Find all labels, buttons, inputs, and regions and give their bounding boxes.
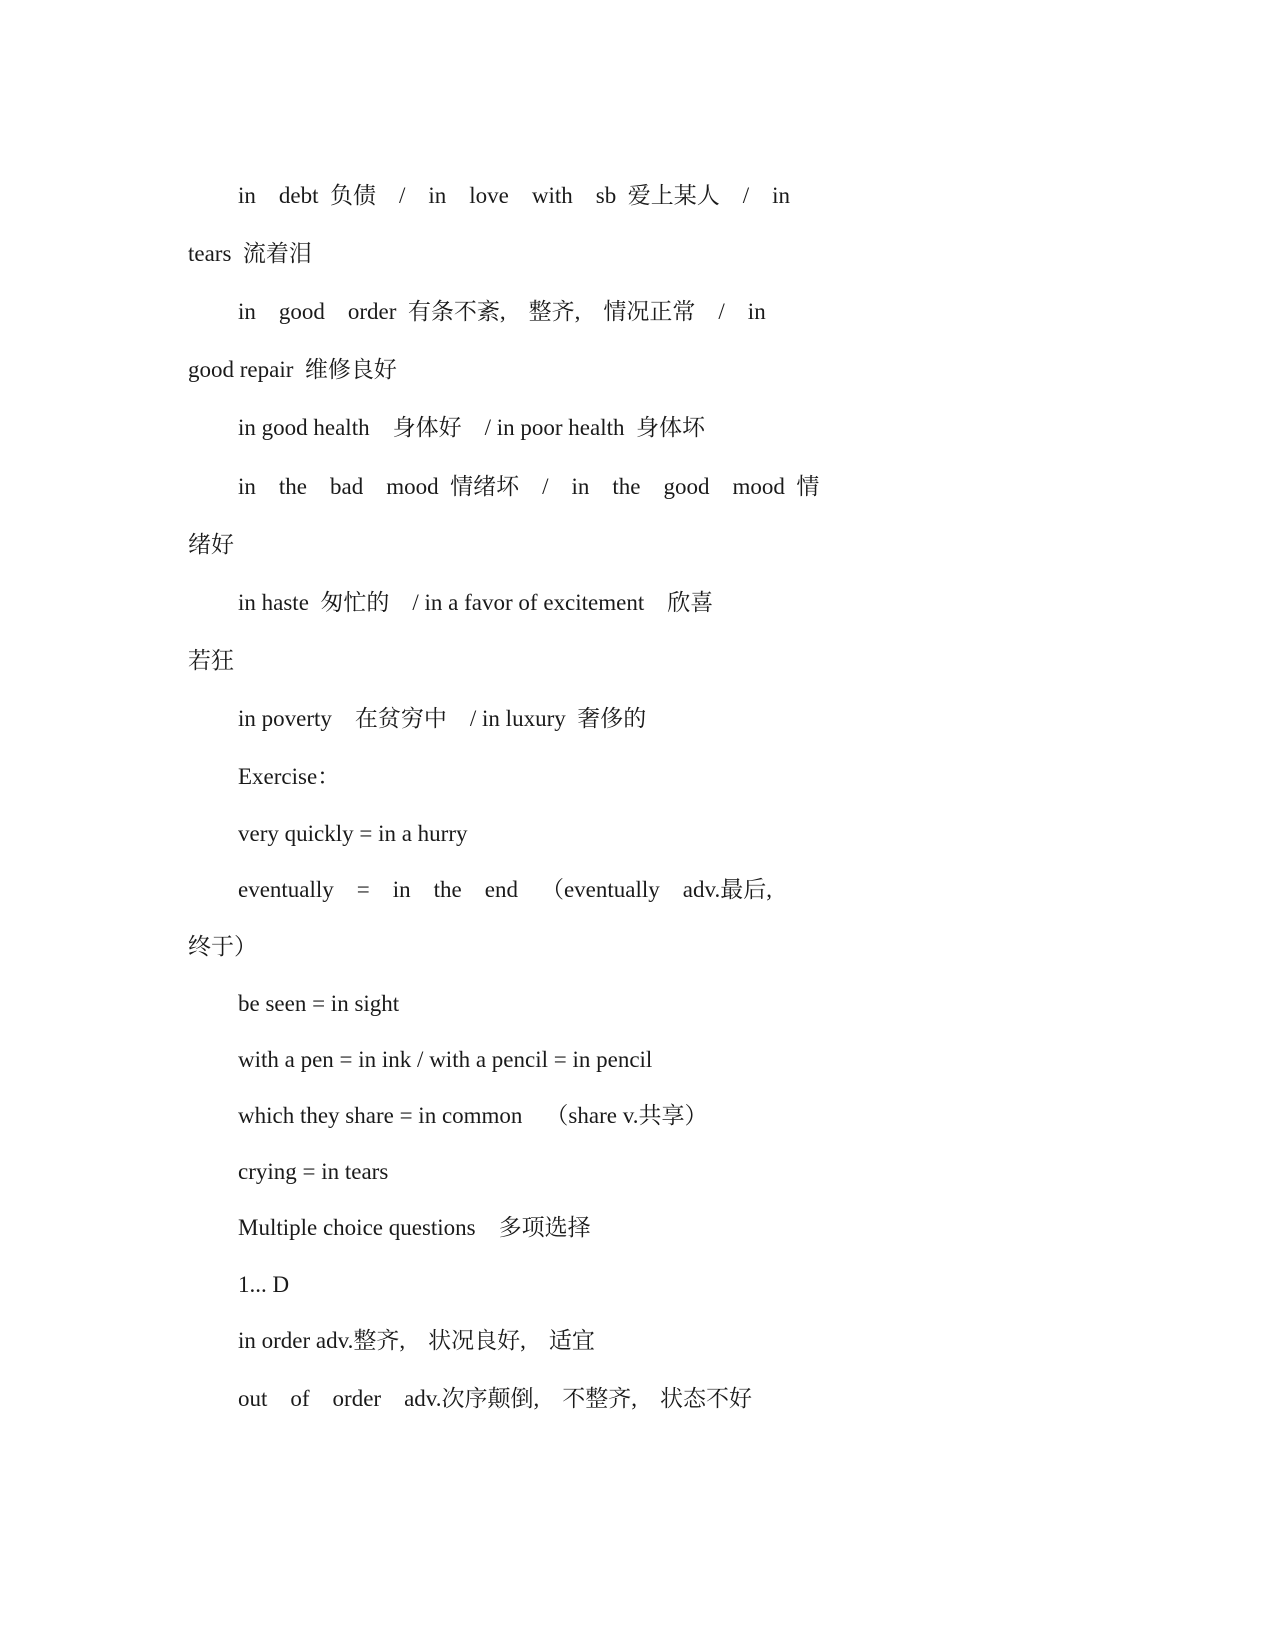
text-line: 绪好 [188, 532, 234, 557]
text-line: be seen = in sight [238, 991, 400, 1016]
answer-line: 1... D [238, 1272, 290, 1297]
text-line: crying = in tears [238, 1159, 389, 1184]
section-heading: Exercise： [238, 764, 341, 789]
text-line: good repair 维修良好 [188, 357, 397, 382]
text-line: in the bad mood 情绪坏 / in the good mood 情 [238, 474, 820, 499]
text-line: in haste 匆忙的 / in a favor of excitement 欣喜 [238, 590, 714, 615]
text-line: eventually = in the end （eventually adv.最后, [238, 877, 772, 902]
text-line: in debt 负债 / in love with sb 爱上某人 / in [238, 183, 790, 208]
section-heading: Multiple choice questions 多项选择 [238, 1215, 591, 1240]
text-line: out of order adv.次序颠倒, 不整齐, 状态不好 [238, 1386, 753, 1411]
text-line: in poverty 在贫穷中 / in luxury 奢侈的 [238, 706, 647, 731]
text-line: 若狂 [188, 648, 234, 673]
text-line: tears 流着泪 [188, 241, 312, 266]
text-line: in good order 有条不紊, 整齐, 情况正常 / in [238, 299, 766, 324]
text-line: very quickly = in a hurry [238, 821, 468, 846]
text-line: 终于） [188, 934, 257, 959]
text-line: which they share = in common （share v.共享） [238, 1103, 708, 1128]
text-line: in order adv.整齐, 状况良好, 适宜 [238, 1328, 595, 1353]
text-line: with a pen = in ink / with a pencil = in pencil [238, 1047, 653, 1072]
text-line: in good health 身体好 / in poor health 身体坏 [238, 415, 705, 440]
